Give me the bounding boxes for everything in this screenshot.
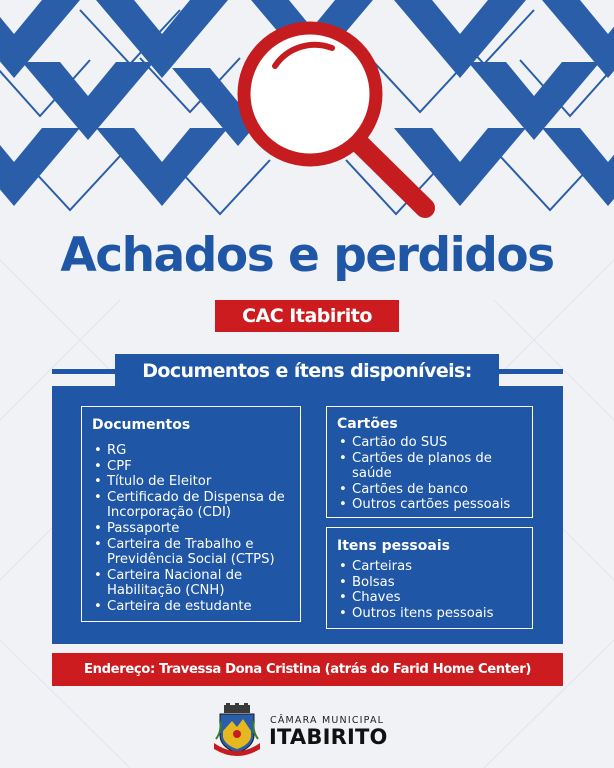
itens-pessoais-heading: Itens pessoais [337, 538, 450, 554]
page-title: Achados e perdidos [60, 228, 554, 283]
list-item: • Outros itens pessoais [337, 606, 524, 622]
list-item: • Cartões de banco [337, 482, 524, 498]
magnifying-glass-icon [0, 0, 614, 230]
list-item: • Carteiras [337, 559, 524, 575]
list-item: • Cartões de planos de saúde [337, 451, 524, 482]
list-item: • Carteira de estudante [92, 599, 292, 615]
items-panel [52, 386, 563, 644]
documentos-heading: Documentos [92, 417, 191, 433]
cartoes-list [337, 435, 524, 513]
itens-pessoais-box [326, 527, 533, 629]
org-name-line2: ITABIRITO [269, 725, 388, 749]
footer-logo [212, 703, 412, 759]
address-bar: Endereço: Travessa Dona Cristina (atrás do Farid Home Center) [52, 653, 563, 686]
itens-pessoais-list [337, 559, 524, 621]
list-item: • Cartão do SUS [337, 435, 524, 451]
documentos-box [81, 406, 301, 622]
list-item: • Carteira de Trabalho e Previdência Social (CTPS) [92, 537, 292, 568]
cartoes-box [326, 406, 533, 518]
list-item: • Passaporte [92, 521, 292, 537]
subtitle-badge: CAC Itabirito [215, 300, 399, 332]
heading-decoration-right [492, 369, 563, 374]
list-item: • Outros cartões pessoais [337, 497, 524, 513]
city-crest-icon [212, 703, 262, 759]
heading-decoration-left [52, 369, 122, 374]
list-item: • Bolsas [337, 575, 524, 591]
list-item: • Certificado de Dispensa de Incorporação (CDI) [92, 490, 292, 521]
cartoes-heading: Cartões [337, 416, 398, 432]
list-item: • RG [92, 443, 292, 459]
list-item: • Chaves [337, 590, 524, 606]
section-heading: Documentos e ítens disponíveis: [115, 354, 499, 388]
list-item: • CPF [92, 459, 292, 475]
org-name-line1: CÂMARA MUNICIPAL [270, 715, 385, 726]
list-item: • Título de Eleitor [92, 474, 292, 490]
documentos-list [92, 443, 292, 615]
list-item: • Carteira Nacional de Habilitação (CNH) [92, 568, 292, 599]
